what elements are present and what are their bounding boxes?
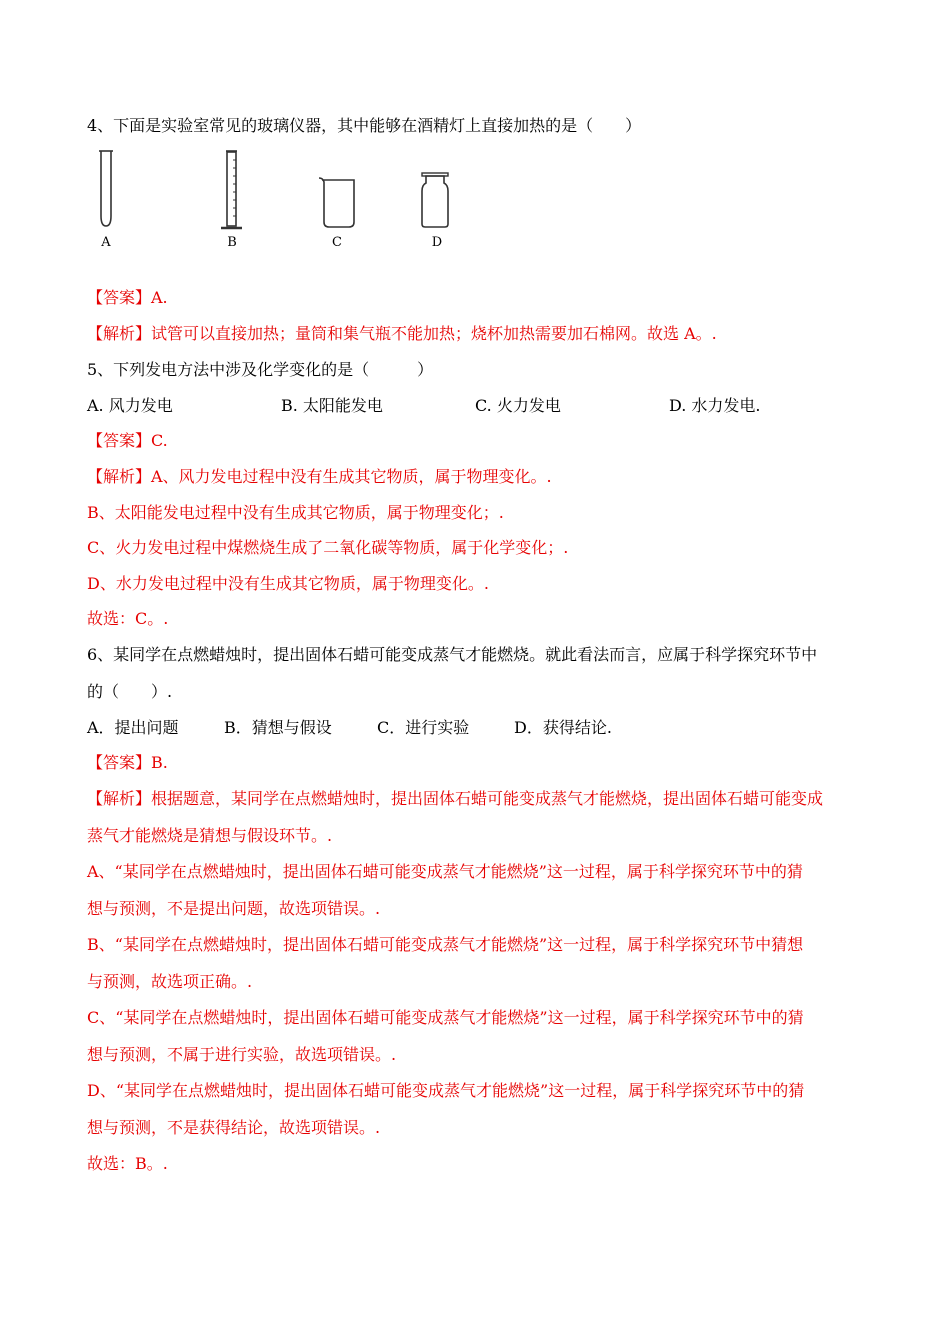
q6-option-a: A．提出问题 bbox=[87, 718, 179, 737]
q5-analysis-line-1: 【解析】A、风力发电过程中没有生成其它物质，属于物理变化。. bbox=[87, 467, 552, 486]
q5-analysis-line-3: C、火力发电过程中煤燃烧生成了二氧化碳等物质，属于化学变化；. bbox=[87, 538, 569, 557]
q6-stem-line-1: 6、某同学在点燃蜡烛时，提出固体石蜡可能变成蒸气才能燃烧。就此看法而言，应属于科学探究环节中 bbox=[87, 645, 818, 664]
beaker-icon bbox=[315, 148, 359, 230]
q5-option-a: A. 风力发电 bbox=[87, 396, 173, 415]
gas-bottle-icon bbox=[417, 148, 453, 230]
q6-analysis-line-9: D、“某同学在点燃蜡烛时，提出固体石蜡可能变成蒸气才能燃烧”这一过程，属于科学探究环节中的猜 bbox=[87, 1081, 805, 1100]
figure-label-d: D bbox=[431, 235, 443, 250]
q6-analysis-line-5: B、“某同学在点燃蜡烛时，提出固体石蜡可能变成蒸气才能燃烧”这一过程，属于科学探究环节中猜想 bbox=[87, 935, 804, 954]
q5-analysis-line-4: D、水力发电过程中没有生成其它物质，属于物理变化。. bbox=[87, 574, 489, 593]
q4-stem: 4、下面是实验室常见的玻璃仪器，其中能够在酒精灯上直接加热的是（ ） bbox=[87, 116, 642, 135]
q4-analysis: 【解析】试管可以直接加热；量筒和集气瓶不能加热；烧杯加热需要加石棉网。故选 A。. bbox=[87, 324, 717, 343]
q6-analysis-line-2: 蒸气才能燃烧是猜想与假设环节。. bbox=[87, 826, 333, 845]
q6-stem-line-2: 的（ ）. bbox=[87, 682, 173, 701]
q5-option-c: C. 火力发电 bbox=[475, 396, 561, 415]
q6-analysis-line-4: 想与预测，不是提出问题，故选项错误。. bbox=[87, 899, 381, 918]
q5-analysis-line-5: 故选：C。. bbox=[87, 609, 169, 628]
q5-analysis-line-2: B、太阳能发电过程中没有生成其它物质，属于物理变化；. bbox=[87, 503, 504, 522]
q6-analysis-line-8: 想与预测，不属于进行实验，故选项错误。. bbox=[87, 1045, 397, 1064]
q5-option-d: D. 水力发电. bbox=[669, 396, 761, 415]
q6-analysis-line-11: 故选：B。. bbox=[87, 1154, 168, 1173]
figure-label-b: B bbox=[227, 235, 237, 250]
q6-option-b: B．猜想与假设 bbox=[224, 718, 332, 737]
figure-label-a: A bbox=[101, 235, 111, 250]
q6-analysis-line-10: 想与预测，不是获得结论，故选项错误。. bbox=[87, 1118, 381, 1137]
q5-answer: 【答案】C. bbox=[87, 431, 168, 450]
q6-analysis-line-3: A、“某同学在点燃蜡烛时，提出固体石蜡可能变成蒸气才能燃烧”这一过程，属于科学探究环节中的猜 bbox=[87, 862, 803, 881]
figure-label-c: C bbox=[332, 235, 342, 250]
q6-option-d: D．获得结论. bbox=[514, 718, 612, 737]
q6-analysis-line-6: 与预测，故选项正确。. bbox=[87, 972, 253, 991]
q5-option-b: B. 太阳能发电 bbox=[281, 396, 383, 415]
test-tube-icon bbox=[94, 148, 118, 230]
q4-answer: 【答案】A. bbox=[87, 288, 168, 307]
graduated-cylinder-icon bbox=[218, 148, 246, 234]
q4-apparatus-figure bbox=[90, 148, 470, 258]
q6-analysis-line-7: C、“某同学在点燃蜡烛时，提出固体石蜡可能变成蒸气才能燃烧”这一过程，属于科学探究环节中的猜 bbox=[87, 1008, 804, 1027]
q6-analysis-line-1: 【解析】根据题意，某同学在点燃蜡烛时，提出固体石蜡可能变成蒸气才能燃烧，提出固体石蜡可能变成 bbox=[87, 789, 824, 808]
q6-answer: 【答案】B. bbox=[87, 753, 168, 772]
q5-stem: 5、下列发电方法中涉及化学变化的是（ ） bbox=[87, 360, 434, 379]
q6-option-c: C．进行实验 bbox=[377, 718, 470, 737]
